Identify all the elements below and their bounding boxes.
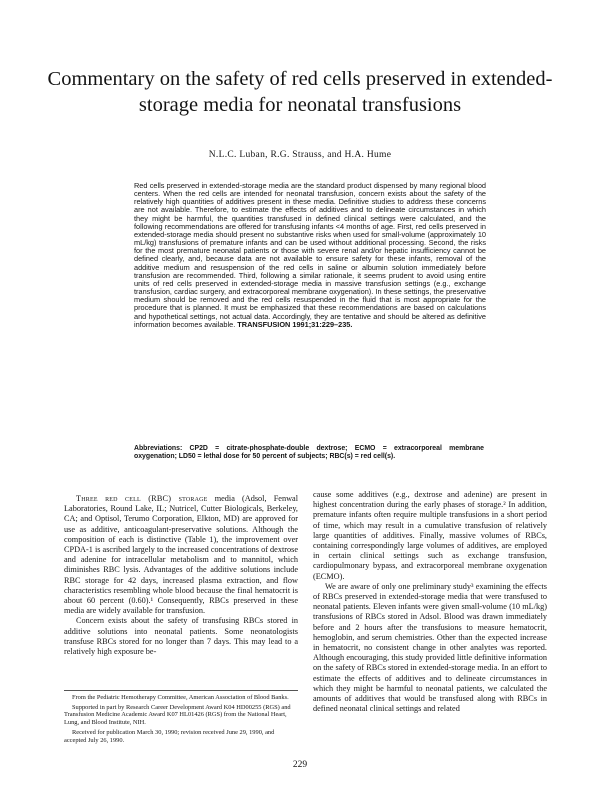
author-list: N.L.C. Luban, R.G. Strauss, and H.A. Hume [208, 150, 392, 160]
body-column-right [313, 490, 547, 714]
body-paragraph: cause some additives (e.g., dextrose and adenine) are present in highest concentration during the early phases of storage.² In addition, premature infants often require multiple transfusions in a short period of time, which may result in a cumulative transfusion of relatively large quantities of additives. Finally, massive volumes of RBCs, containing correspondingly large volumes of additives, are employed in certain clinical settings such as exchange transfusion, cardiopulmonary bypass, and extracorporeal membrane oxygenation (ECMO). [313, 490, 547, 581]
body-paragraph: Three red cell (RBC) storage media (Adsol, Fenwal Laboratories, Round Lake, IL; Nutricel, Cutter Biologicals, Berkeley, CA; and Optisol, Terumo Corporation, Elkton, MD) are approved for use as additive, anticoagulant-preservative solutions. Although the composition of each is distinctive (Table 1), the improvement over CPDA-1 is ascribed largely to the increased concentrations of dextrose and adenine for intracellular metabolism and to mannitol, which diminishes RBC lysis. Advantages of the additive solutions include RBC storage for 42 days, increased plasma extraction, and flow characteristics resembling whole blood because the final hematocrit is about 60 percent (0.60).¹ Consequently, RBCs preserved in these media are widely available for transfusion. [64, 494, 298, 616]
footnote: Supported in part by Research Career Development Award K04 HD00255 (RGS) and Transfusion Medicine Academic Award K07 HL01426 (RGS) from the National Heart, Lung, and Blood Institute, NIH. [64, 703, 291, 727]
body-paragraph: Concern exists about the safety of transfusing RBCs stored in additive solutions into neonatal patients. Some neonatologists transfuse RBCs stored for no longer than 7 days. This may lead to a relatively high exposure be- [64, 616, 298, 657]
abstract [134, 182, 486, 329]
abbreviations: Abbreviations: CP2D = citrate-phosphate-double dextrose; ECMO = extracorporeal membrane oxygenation; LD50 = lethal dose for 50 percent of subjects; RBC(s) = red cell(s). [134, 445, 484, 461]
footnotes [64, 694, 298, 746]
journal-citation: TRANSFUSION 1991;31:229–235. [237, 319, 353, 329]
body-paragraph: We are aware of only one preliminary study³ examining the effects of RBCs preserved in extended-storage media that were transfused to neonatal patients. Eleven infants were given small-volume (10 mL/kg) transfusions of RBCs stored in Adsol. Blood was drawn immediately before and 2 hours after the transfusions to measure hematocrit, hemoglobin, and serum chemistries. Other than the expected increase in hematocrit, no consistent change in other analytes was reported. Although encouraging, this study provided little definitive information on the safety of RBCs stored in extended-storage media. In an effort to estimate the effects of additives and to delineate circumstances in which they might be harmful to neonatal patients, we calculated the amounts of additives that would be transfused along with RBCs in defined neonatal clinical settings and related [313, 581, 547, 714]
page-number: 229 [292, 760, 308, 770]
article-title: Commentary on the safety of red cells preserved in extended-storage media for neonatal transfusions [47, 68, 553, 116]
body-column-left [64, 494, 298, 657]
footnote: Received for publication March 30, 1990; revision received June 29, 1990, and accepted July 26, 1990. [64, 728, 275, 744]
footnote-divider [64, 690, 298, 691]
paragraph-lead-in: Three red cell (RBC) storage [76, 494, 208, 503]
footnote: From the Pediatric Hemotherapy Committee, American Association of Blood Banks. [72, 694, 289, 701]
abstract-text: Red cells preserved in extended-storage media are the standard product dispensed by many regional blood centers. When the red cells are intended for neonatal transfusion, concern exists about the safety of the relatively high quantities of additives present in these media. Definitive studies to address these concerns are not available. Therefore, to estimate the effects of additives and to delineate circumstances in which they might be harmful, the quantities transfused in defined clinical settings were calculated, and the following recommendations are offered for transfusing infants <4 months of age. First, red cells preserved in extended-storage media should present no substantive risks when used for small-volume (approximately 10 mL/kg) transfusions of premature infants and can be used without additional processing. Second, the risks for the most premature neonatal patients or those with severe renal and/or hepatic insufficiency cannot be defined clearly, and, because data are not available to ensure safety for these infants, removal of the additive medium and resuspension of the red cells in saline or albumin solution immediately before transfusion are recommended. Third, following a similar rationale, it seems prudent to avoid using entire units of red cells preserved in extended-storage media in massive transfusion settings (e.g., exchange transfusion, cardiac surgery, and extracorporeal membrane oxygenation). In these settings, the preservative medium should be removed and the red cells resuspended in the fluid that is most appropriate for the procedure that is planned. It must be emphasized that these recommendations are based on calculations and hypothetical settings, not actual data. Accordingly, they are tentative and should be altered as definitive information becomes available. [134, 181, 486, 329]
